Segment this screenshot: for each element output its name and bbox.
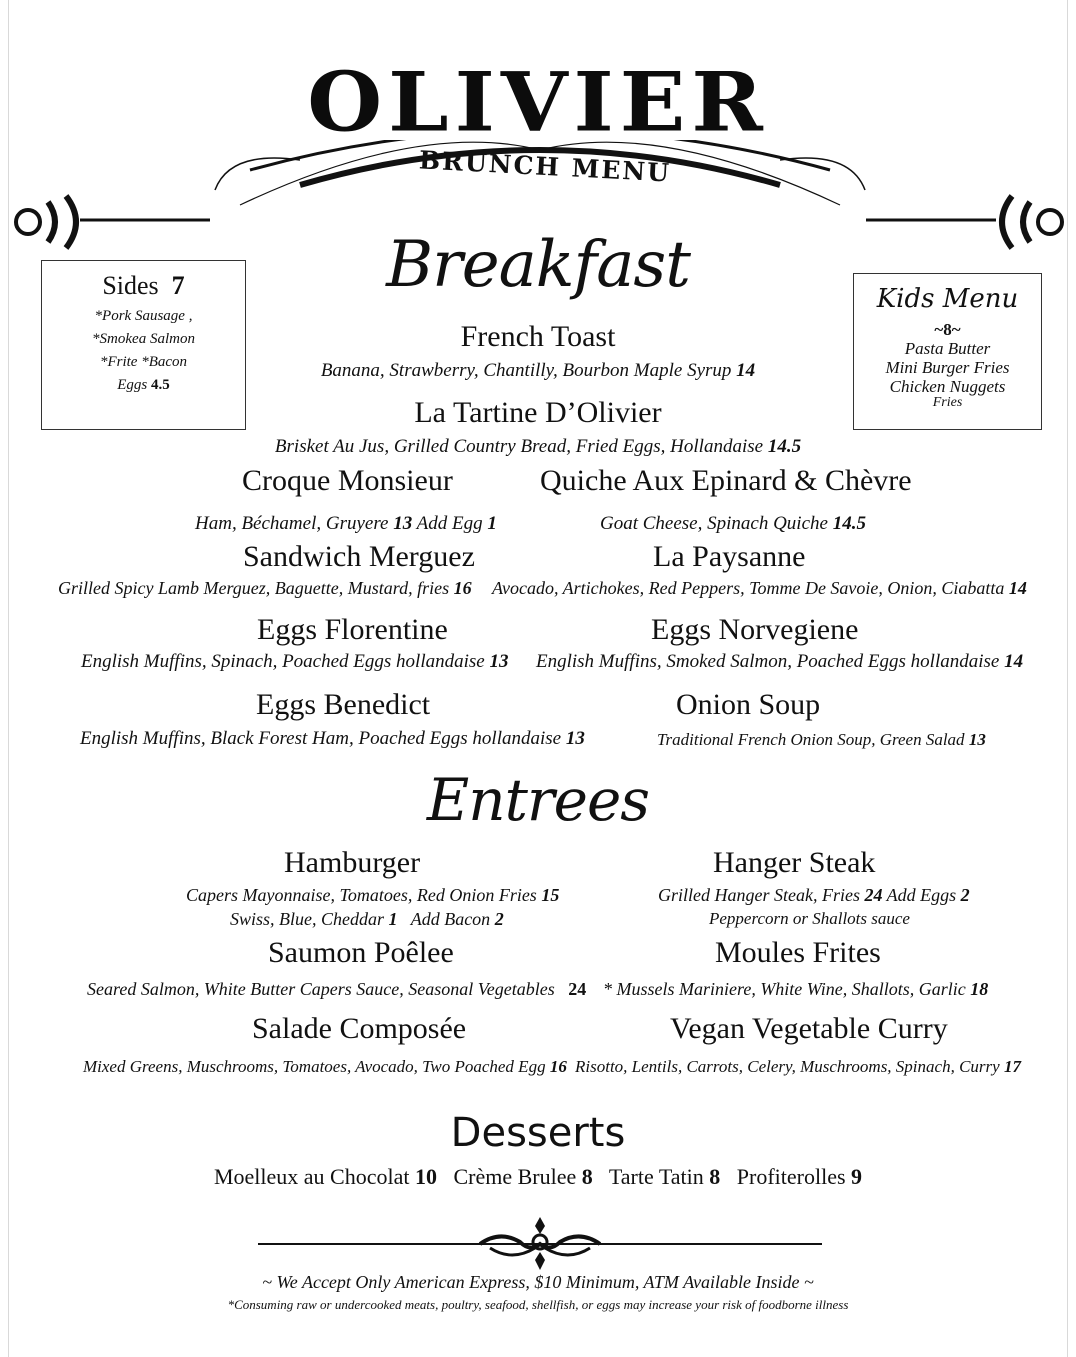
dessert-name: Tarte Tatin	[608, 1164, 704, 1189]
quiche-desc-text: Goat Cheese, Spinach Quiche	[600, 513, 828, 534]
hamburger-cheese: Swiss, Blue, Cheddar	[230, 909, 385, 929]
merguez-desc	[58, 578, 472, 599]
kids-item-1: Pasta Butter	[904, 339, 991, 358]
dessert-name: Profiterolles	[736, 1164, 846, 1189]
kids-item-3: Chicken Nuggets	[889, 377, 1006, 396]
florentine-title: Eggs Florentine	[257, 613, 448, 646]
footer-ornament	[250, 1212, 830, 1272]
salade-desc-text: Mixed Greens, Muschrooms, Tomatoes, Avocado, Two Poached Egg	[83, 1057, 546, 1076]
hamburger-bacon: Add Bacon	[410, 909, 491, 929]
florentine-desc-text: English Muffins, Spinach, Poached Eggs hollandaise	[81, 651, 485, 672]
saumon-price: 24	[568, 979, 587, 999]
payment-note: ~ We Accept Only American Express, $10 Minimum, ATM Available Inside ~	[262, 1272, 814, 1292]
paysanne-price: 14	[1008, 578, 1027, 598]
croque-extra: Add Egg	[416, 513, 483, 534]
kids-item-2: Mini Burger Fries	[885, 358, 1010, 377]
onion-soup-title: Onion Soup	[676, 688, 821, 721]
hanger-desc-1	[658, 885, 970, 906]
saumon-title: Saumon Poêlee	[268, 936, 454, 969]
croque-extra-price: 1	[487, 513, 497, 534]
sides-eggs-label: Eggs	[117, 377, 148, 393]
hanger-extra: Add Eggs	[886, 885, 957, 905]
dessert-price: 10	[414, 1164, 437, 1189]
hanger-desc-1-text: Grilled Hanger Steak, Fries	[658, 885, 860, 905]
sides-line-3: *Frite *Bacon	[99, 354, 188, 370]
curry-price: 17	[1003, 1057, 1021, 1076]
salade-desc	[83, 1057, 567, 1077]
paysanne-desc	[492, 578, 1027, 599]
croque-desc	[195, 513, 497, 535]
french-toast-price: 14	[736, 360, 756, 381]
paysanne-desc-text: Avocado, Artichokes, Red Peppers, Tomme De Savoie, Onion, Ciabatta	[492, 578, 1005, 598]
kids-price: ~8~	[934, 320, 961, 339]
florentine-price: 13	[489, 651, 509, 672]
brunch-menu-subtitle: BRUNCH MENU	[418, 145, 672, 188]
moules-desc	[603, 979, 988, 1000]
dessert-item	[453, 1164, 592, 1189]
breakfast-heading: Breakfast	[386, 228, 690, 302]
desserts-heading: Desserts	[450, 1110, 626, 1156]
dessert-name: Crème Brulee	[453, 1164, 577, 1189]
sides-line-2: *Smokea Salmon	[92, 331, 195, 347]
kids-title: Kids Menu	[876, 284, 1019, 314]
french-toast-desc	[0, 360, 1076, 382]
dessert-price: 8	[709, 1164, 721, 1189]
tartine-desc	[0, 436, 1076, 458]
dessert-price: 8	[581, 1164, 593, 1189]
hamburger-cheese-price: 1	[388, 909, 398, 929]
norvegiene-desc-text: English Muffins, Smoked Salmon, Poached Eggs hollandaise	[536, 651, 1000, 672]
onion-soup-desc-text: Traditional French Onion Soup, Green Salad	[657, 730, 965, 749]
curry-title: Vegan Vegetable Curry	[670, 1012, 948, 1045]
croque-desc-text: Ham, Béchamel, Gruyere	[195, 513, 389, 534]
moules-title: Moules Frites	[715, 936, 881, 969]
kids-item-4: Fries	[932, 395, 963, 410]
salade-price: 16	[549, 1057, 567, 1076]
hamburger-desc-1	[186, 885, 559, 906]
hanger-steak-title: Hanger Steak	[713, 846, 876, 879]
dessert-item	[737, 1164, 862, 1189]
hanger-desc-2: Peppercorn or Shallots sauce	[709, 909, 910, 928]
merguez-desc-text: Grilled Spicy Lamb Merguez, Baguette, Mustard, fries	[58, 578, 450, 598]
paysanne-title: La Paysanne	[653, 540, 806, 573]
hanger-extra-price: 2	[960, 885, 970, 905]
benedict-price: 13	[565, 728, 585, 749]
hamburger-title: Hamburger	[284, 846, 421, 879]
dessert-name: Moelleux au Chocolat	[213, 1164, 410, 1189]
onion-soup-desc	[657, 730, 986, 750]
merguez-title: Sandwich Merguez	[243, 540, 475, 573]
tartine-title: La Tartine D’Olivier	[414, 396, 662, 429]
quiche-desc	[600, 513, 866, 535]
hamburger-desc-1-text: Capers Mayonnaise, Tomatoes, Red Onion Fries	[186, 885, 537, 905]
french-toast-title: French Toast	[460, 320, 616, 353]
hanger-price: 24	[864, 885, 883, 905]
sides-line-1: *Pork Sausage ,	[94, 308, 193, 324]
norvegiene-title: Eggs Norvegiene	[651, 613, 859, 646]
merguez-price: 16	[453, 578, 472, 598]
benedict-title: Eggs Benedict	[256, 688, 431, 721]
dessert-item	[214, 1164, 437, 1189]
dessert-price: 9	[851, 1164, 863, 1189]
hamburger-desc-2	[230, 909, 504, 930]
moules-price: 18	[970, 979, 989, 999]
curry-desc	[575, 1057, 1021, 1077]
croque-price: 13	[393, 513, 413, 534]
tartine-price: 14.5	[767, 436, 802, 457]
dessert-item	[609, 1164, 720, 1189]
curry-desc-text: Risotto, Lentils, Carrots, Celery, Muschrooms, Spinach, Curry	[575, 1057, 1000, 1076]
tartine-desc-text: Brisket Au Jus, Grilled Country Bread, Fried Eggs, Hollandaise	[274, 436, 764, 457]
sides-price: 7	[171, 271, 185, 300]
benedict-desc-text: English Muffins, Black Forest Ham, Poached Eggs hollandaise	[80, 728, 562, 749]
saumon-desc	[87, 979, 586, 1000]
onion-soup-price: 13	[968, 730, 986, 749]
norvegiene-price: 14	[1004, 651, 1024, 672]
hamburger-bacon-price: 2	[494, 909, 504, 929]
sides-eggs-price: 4.5	[151, 377, 170, 393]
french-toast-desc-text: Banana, Strawberry, Chantilly, Bourbon Maple Syrup	[320, 360, 732, 381]
health-warning: *Consuming raw or undercooked meats, poultry, seafood, shellfish, or eggs may increase your risk of foodborne illness	[227, 1297, 849, 1312]
quiche-title: Quiche Aux Epinard & Chèvre	[540, 464, 912, 497]
norvegiene-desc	[536, 651, 1023, 673]
saumon-desc-text: Seared Salmon, White Butter Capers Sauce, Seasonal Vegetables	[87, 979, 555, 999]
florentine-desc	[81, 651, 508, 673]
restaurant-logo: OLIVIER	[307, 54, 769, 151]
moules-desc-text: * Mussels Mariniere, White Wine, Shallots, Garlic	[603, 979, 966, 999]
sides-title: Sides	[102, 271, 159, 300]
croque-title: Croque Monsieur	[242, 464, 453, 497]
entrees-heading: Entrees	[426, 766, 650, 834]
quiche-price: 14.5	[832, 513, 866, 534]
benedict-desc	[80, 728, 585, 750]
hamburger-price: 15	[541, 885, 560, 905]
desserts-list	[0, 1164, 1076, 1190]
salade-title: Salade Composée	[252, 1012, 467, 1045]
